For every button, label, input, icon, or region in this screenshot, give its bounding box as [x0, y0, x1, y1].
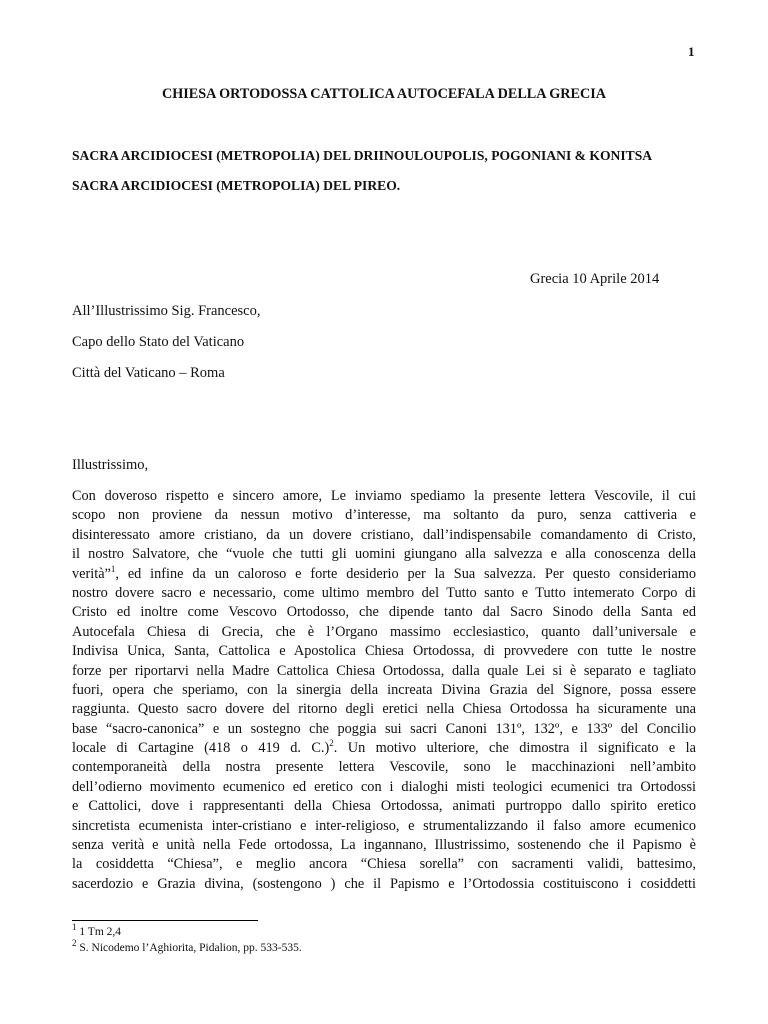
recipient-location: Città del Vaticano – Roma: [72, 365, 225, 381]
subtitle-metropolis-pireo: SACRA ARCIDIOCESI (METROPOLIA) DEL PIREO.: [72, 178, 401, 193]
body-line-text: contemporaneità della nostra presente lettera Vescovile, sono le macchinazioni nell’ambito: [72, 759, 696, 776]
body-line-text: sacerdozio e Grazia divina, (sostengono ) che il Papismo e l’Ortodossia costituiscono i cosiddetti: [72, 875, 696, 892]
recipient-title: Capo dello Stato del Vaticano: [72, 334, 245, 350]
body-line: [72, 758, 696, 777]
body-line: [72, 817, 696, 836]
body-line-text: senza verità e unità nella Fede ortodossa, La ingannano, Illustrissimo, sostenendo che il Papismo è: [72, 837, 696, 854]
footnotes: [72, 924, 302, 956]
body-line-text: Con doveroso rispetto e sincero amore, Le inviamo spediamo la presente lettera Vescovile, il cui: [72, 488, 696, 504]
body-line-text-continued: . Un motivo ulteriore, che dimostra il significato e la: [333, 740, 696, 757]
body-line-text: verità”: [72, 565, 111, 582]
body-line-text: Autocefala Chiesa di Grecia, che è l’Organo massimo ecclesiastico, quanto dall’universale e: [72, 623, 696, 640]
body-line-text: e Cattolici, dove i rappresentanti della Chiesa Ortodossa, animati purtroppo dallo spirito eretico: [72, 798, 696, 815]
body-line: [72, 642, 696, 661]
body-line-text: la cosiddetta “Chiesa”, e meglio ancora “Chiesa sorella” con sacramenti validi, battesimo,: [72, 856, 696, 873]
body-line-text: nostro dovere sacro e necessario, come ultimo membro del Tutto santo e Tutto intemerato Corpo di: [72, 584, 696, 601]
body-line: [72, 700, 696, 719]
body-line-text: sincretista ecumenista inter-cristiano e inter-religioso, e strumentalizzando il falso amore ecumenico: [72, 817, 696, 834]
body-line-text: raggiunta. Questo sacro dovere del ritorno degli eretici nella Chiesa Ortodossa ha sicuramente una: [72, 701, 696, 718]
body-line: [72, 681, 696, 700]
body-line: [72, 739, 696, 758]
body-line: [72, 836, 696, 855]
body-line-text: locale di Cartagine (418 o 419 d. C.): [72, 740, 330, 757]
body-line-text: base “sacro-canonica” e un sostegno che poggia sui sacri Canoni 131º, 132º, e 133º del Concilio: [72, 720, 696, 737]
body-line-text: disinteressato amore cristiano, da un dovere cristiano, dall’indispensabile comandamento di Cristo,: [72, 526, 696, 543]
footnote-text: S. Nicodemo l’Aghiorita, Pidalion, pp. 533-535.: [76, 942, 302, 954]
footnote-reference: 2: [329, 739, 334, 749]
body-line: [72, 603, 696, 622]
letter-body: [72, 487, 696, 894]
body-line: [72, 875, 696, 894]
body-line: [72, 797, 696, 816]
document-title: CHIESA ORTODOSSA CATTOLICA AUTOCEFALA DELLA GRECIA: [161, 86, 607, 102]
footnote-reference: 1: [110, 564, 116, 574]
body-line-text: Indivisa Unica, Santa, Cattolica e Apostolica Chiesa Ortodossa, di provvedere con tutte le nostre: [72, 643, 696, 660]
body-line-text: dell’odierno movimento ecumenico ed eretico con i dialoghi misti teologici ecumenici tra Ortodossi: [72, 778, 696, 795]
salutation: Illustrissimo,: [72, 457, 149, 473]
recipient-name: All’Illustrissimo Sig. Francesco,: [72, 303, 261, 319]
body-line: [72, 506, 696, 525]
body-line: [72, 545, 696, 564]
body-line-text: il nostro Salvatore, che “vuole che tutti gli uomini giungano alla salvezza e alla conoscenza della: [72, 546, 696, 563]
body-line-text-continued: , ed infine da un caloroso e forte desiderio per la Sua salvezza. Per questo consideriamo: [115, 565, 696, 582]
footnote-marker: 1: [72, 922, 77, 933]
footnote-item: [72, 940, 302, 956]
letter-date: Grecia 10 Aprile 2014: [530, 271, 660, 287]
footnote-item: [72, 924, 302, 940]
body-line: [72, 720, 696, 739]
body-line-text: fuori, opera che speriamo, con la sinergia della increata Divina Grazia del Signore, possa essere: [72, 681, 696, 698]
body-line: [72, 855, 696, 874]
body-line: [72, 584, 696, 603]
body-line: [72, 487, 696, 506]
body-line-text: scopo non proviene da nessun motivo d’interesse, ma soltanto da puro, senza cattiveria e: [72, 507, 696, 524]
page-number: 1: [688, 44, 695, 59]
subtitle-metropolis-konitsa: SACRA ARCIDIOCESI (METROPOLIA) DEL DRIINOULOUPOLIS, POGONIANI & KONITSA: [72, 148, 653, 163]
body-line: [72, 565, 696, 584]
body-line: [72, 526, 696, 545]
body-line: [72, 778, 696, 797]
body-line-text: forze per riportarvi nella Madre Cattolica Chiesa Ortodossa, dalla quale Lei si è separato e tagliato: [72, 662, 696, 679]
body-line: [72, 662, 696, 681]
footnote-marker: 2: [72, 938, 77, 949]
footnote-divider: [72, 920, 258, 921]
footnote-text: 1 Tm 2,4: [76, 926, 122, 938]
body-line: [72, 623, 696, 642]
body-line-text: Cristo ed inoltre come Vescovo Ortodosso, che dipende tanto dal Sacro Sinodo della Santa ed: [72, 604, 696, 621]
